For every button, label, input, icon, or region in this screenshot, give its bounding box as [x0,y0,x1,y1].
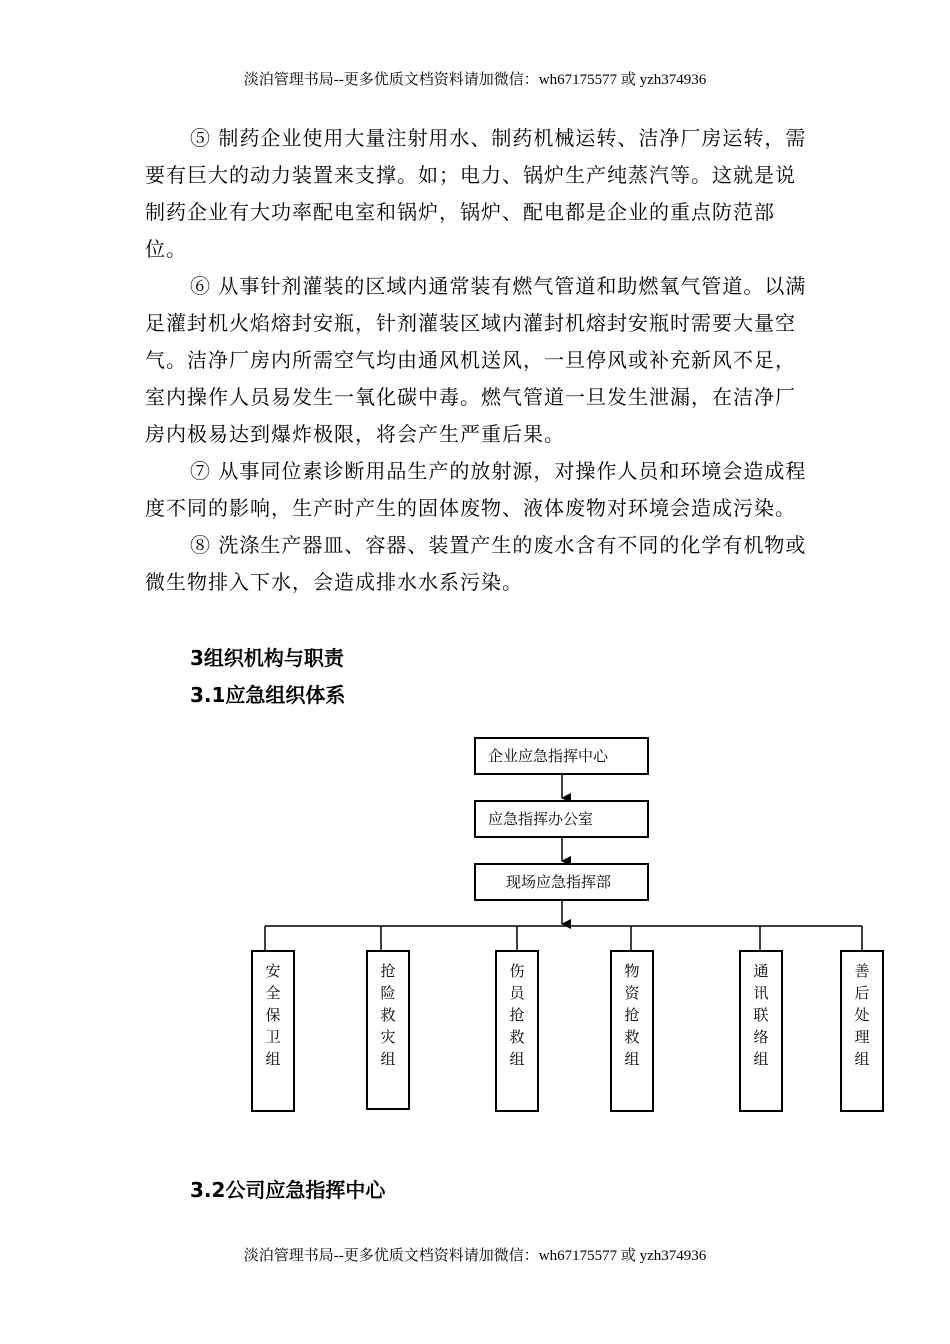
org-group-security: 安全保卫组 [251,950,295,1112]
paragraph-6: ⑥ 从事针剂灌装的区域内通常装有燃气管道和助燃氧气管道。以满足灌封机火焰熔封安瓶，针剂灌装区域内灌封机熔封安瓶时需要大量空气。洁净厂房内所需空气均由通风机送风，一旦停风或补充新风不足，室内操作人员易发生一氧化碳中毒。燃气管道一旦发生泄漏，在洁净厂房内极易达到爆炸极限，将会产生严重后果。 [145,274,807,446]
org-box-command-center: 企业应急指挥中心 [474,737,649,775]
org-group-materials: 物资抢救组 [610,950,654,1112]
page-footer: 淡泊管理书局--更多优质文档资料请加微信：wh67175577 或 yzh374936 [243,1248,707,1264]
page-header: 淡泊管理书局--更多优质文档资料请加微信：wh67175577 或 yzh374936 [243,72,707,88]
paragraph-8: ⑧ 洗涤生产器皿、容器、装置产生的废水含有不同的化学有机物或微生物排入下水，会造成排水水系污染。 [145,533,807,594]
org-box-command-office: 应急指挥办公室 [474,800,649,838]
org-group-communication: 通讯联络组 [739,950,783,1112]
org-group-aftermath: 善后处理组 [840,950,884,1112]
paragraph-5: ⑤ 制药企业使用大量注射用水、制药机械运转、洁净厂房运转，需要有巨大的动力装置来支撑。如；电力、锅炉生产纯蒸汽等。这就是说制药企业有大功率配电室和锅炉，锅炉、配电都是企业的重点防范部位。 [145,126,807,261]
section-heading-3-2: 3.2公司应急指挥中心 [190,1178,386,1202]
section-heading-3: 3组织机构与职责 [190,646,344,670]
org-group-rescue: 抢险救灾组 [366,950,410,1110]
paragraph-7: ⑦ 从事同位素诊断用品生产的放射源，对操作人员和环境会造成程度不同的影响，生产时产生的固体废物、液体废物对环境会造成污染。 [145,459,807,520]
org-group-casualty: 伤员抢救组 [495,950,539,1112]
org-box-field-command: 现场应急指挥部 [474,863,649,901]
section-heading-3-1: 3.1应急组织体系 [190,683,346,707]
